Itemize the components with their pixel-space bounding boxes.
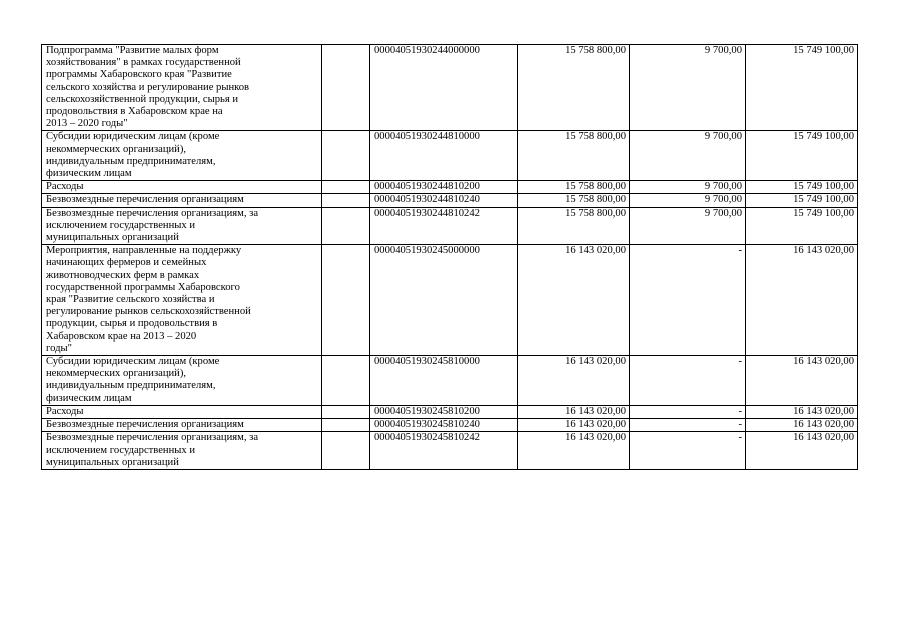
- remaining-amount-cell: 16 143 020,00: [746, 419, 858, 432]
- row-name-cell: Расходы: [42, 405, 322, 418]
- approved-amount-cell: 16 143 020,00: [518, 405, 630, 418]
- budget-code-cell: 00004051930245810200: [370, 405, 518, 418]
- approved-amount-cell: 16 143 020,00: [518, 432, 630, 470]
- table-row: [42, 131, 858, 181]
- empty-cell: [322, 405, 370, 418]
- remaining-amount-cell: 16 143 020,00: [746, 356, 858, 406]
- remaining-amount-cell: 16 143 020,00: [746, 432, 858, 470]
- empty-cell: [322, 419, 370, 432]
- approved-amount-cell: 16 143 020,00: [518, 419, 630, 432]
- table-row: [42, 356, 858, 406]
- executed-amount-cell: -: [630, 405, 746, 418]
- remaining-amount-cell: 15 749 100,00: [746, 45, 858, 131]
- empty-cell: [322, 181, 370, 194]
- approved-amount-cell: 15 758 800,00: [518, 207, 630, 245]
- executed-amount-cell: -: [630, 419, 746, 432]
- row-name-cell: Мероприятия, направленные на поддержку начинающих фермеров и семейных животноводческих ферм в рамках государственной программы Хабаровского края "Развитие сельского хозяйства и регулирование рынков сельскохозяйственной продукции, сырья и продовольствия в Хабаровском крае на 2013 – 2020 годы": [42, 245, 322, 356]
- empty-cell: [322, 131, 370, 181]
- table-row: [42, 405, 858, 418]
- remaining-amount-cell: 15 749 100,00: [746, 131, 858, 181]
- table-row: [42, 45, 858, 131]
- remaining-amount-cell: 15 749 100,00: [746, 194, 858, 207]
- remaining-amount-cell: 15 749 100,00: [746, 207, 858, 245]
- executed-amount-cell: 9 700,00: [630, 207, 746, 245]
- empty-cell: [322, 207, 370, 245]
- budget-code-cell: 00004051930244810200: [370, 181, 518, 194]
- row-name-cell: Безвозмездные перечисления организациям, за исключением государственных и муниципальных организаций: [42, 432, 322, 470]
- budget-code-cell: 00004051930244810240: [370, 194, 518, 207]
- executed-amount-cell: 9 700,00: [630, 194, 746, 207]
- executed-amount-cell: -: [630, 356, 746, 406]
- table-row: [42, 419, 858, 432]
- approved-amount-cell: 15 758 800,00: [518, 194, 630, 207]
- budget-code-cell: 00004051930244810000: [370, 131, 518, 181]
- table-row: [42, 194, 858, 207]
- remaining-amount-cell: 15 749 100,00: [746, 181, 858, 194]
- row-name-cell: Подпрограмма "Развитие малых форм хозяйствования" в рамках государственной программы Хабаровского края "Развитие сельского хозяйства и регулирование рынков сельскохозяйственной продукции, сырья и продовольствия в Хабаровском крае на 2013 – 2020 годы": [42, 45, 322, 131]
- budget-code-cell: 00004051930245810242: [370, 432, 518, 470]
- approved-amount-cell: 15 758 800,00: [518, 45, 630, 131]
- empty-cell: [322, 356, 370, 406]
- empty-cell: [322, 45, 370, 131]
- row-name-cell: Безвозмездные перечисления организациям: [42, 419, 322, 432]
- empty-cell: [322, 245, 370, 356]
- budget-code-cell: 00004051930244000000: [370, 45, 518, 131]
- row-name-cell: Расходы: [42, 181, 322, 194]
- executed-amount-cell: 9 700,00: [630, 45, 746, 131]
- table-row: [42, 432, 858, 470]
- row-name-cell: Безвозмездные перечисления организациям, за исключением государственных и муниципальных организаций: [42, 207, 322, 245]
- table-row: [42, 181, 858, 194]
- table-row: [42, 207, 858, 245]
- executed-amount-cell: 9 700,00: [630, 131, 746, 181]
- executed-amount-cell: -: [630, 245, 746, 356]
- row-name-cell: Субсидии юридическим лицам (кроме некоммерческих организаций), индивидуальным предпринимателям, физическим лицам: [42, 131, 322, 181]
- approved-amount-cell: 15 758 800,00: [518, 181, 630, 194]
- executed-amount-cell: 9 700,00: [630, 181, 746, 194]
- row-name-cell: Субсидии юридическим лицам (кроме некоммерческих организаций), индивидуальным предпринимателям, физическим лицам: [42, 356, 322, 406]
- row-name-cell: Безвозмездные перечисления организациям: [42, 194, 322, 207]
- remaining-amount-cell: 16 143 020,00: [746, 245, 858, 356]
- approved-amount-cell: 15 758 800,00: [518, 131, 630, 181]
- executed-amount-cell: -: [630, 432, 746, 470]
- table-row: [42, 245, 858, 356]
- budget-code-cell: 00004051930245000000: [370, 245, 518, 356]
- empty-cell: [322, 194, 370, 207]
- budget-table: [41, 44, 858, 470]
- budget-code-cell: 00004051930245810240: [370, 419, 518, 432]
- approved-amount-cell: 16 143 020,00: [518, 245, 630, 356]
- remaining-amount-cell: 16 143 020,00: [746, 405, 858, 418]
- approved-amount-cell: 16 143 020,00: [518, 356, 630, 406]
- budget-code-cell: 00004051930244810242: [370, 207, 518, 245]
- empty-cell: [322, 432, 370, 470]
- budget-code-cell: 00004051930245810000: [370, 356, 518, 406]
